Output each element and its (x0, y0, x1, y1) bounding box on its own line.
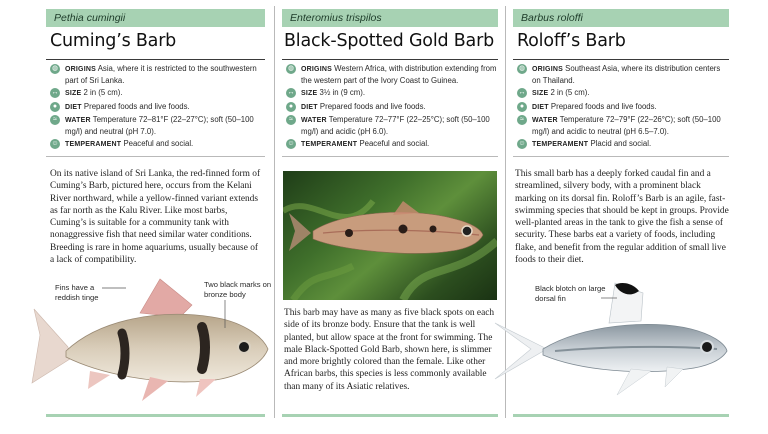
species-title: Cuming’s Barb (50, 31, 177, 51)
water-drop-icon: ≈ (50, 115, 60, 125)
callout-fins: Fins have a reddish tinge (55, 283, 99, 302)
fact-water: ≈ WATER Temperature 72–77°F (22–25°C); soft (50–100 mg/l) and acidic (pH 6.0). (286, 115, 498, 138)
species-title: Black-Spotted Gold Barb (284, 31, 494, 51)
fact-origins: ◍ ORIGINS Western Africa, with distribution extending from the western part of the Ivory Coast to Guinea. (287, 64, 497, 85)
section-rule (513, 156, 729, 157)
ruler-icon: ↔ (51, 89, 59, 97)
species-entry-roloffs-barb (513, 0, 729, 434)
water-drop-icon: ≈ (517, 115, 527, 125)
fact-list (50, 64, 262, 153)
ruler-icon: ↔ (287, 89, 295, 97)
fact-list (517, 64, 729, 153)
callout-leader-line (222, 300, 228, 328)
footer-band (513, 414, 729, 417)
description-text: On its native island of Sri Lanka, the red-finned form of Cuming’s Barb, pictured here, occurs from the Kelani River northward, while a yellow-finned variant extends as far north as the Kalu River. Like most barbs, Cuming’s is suitable for a community tank with nonaggressive fish that need similar water conditions. Breeding is rare in home aquariums, usually because of a lack of compatibility. (50, 169, 261, 266)
fact-origins: ◍ ORIGINS Asia, where it is restricted to the southwestern part of Sri Lanka. (51, 64, 257, 85)
fact-temperament: ☺ TEMPERAMENT Placid and social. (518, 139, 652, 149)
callout-leader-line (102, 286, 126, 290)
callout-leader-line (601, 296, 617, 300)
fact-diet: ● DIET Prepared foods and live foods. (50, 102, 262, 114)
species-title: Roloff’s Barb (517, 31, 626, 51)
species-entry-black-spotted-gold-barb (282, 0, 498, 434)
temperament-icon: ☺ (287, 140, 295, 148)
fact-size: ↔ SIZE 2 in (5 cm). (518, 88, 590, 98)
fact-size: ↔ SIZE 2 in (5 cm). (51, 88, 123, 98)
latin-name-band: Pethia cumingii (46, 9, 265, 27)
fact-water: ≈ WATER Temperature 72–79°F (22–26°C); soft (50–100 mg/l) and acidic to neutral (pH 6.5–7.0). (517, 115, 729, 138)
callout-black-marks: Two black marks on bronze body (204, 280, 272, 299)
fact-size: ↔ SIZE 3½ in (9 cm). (287, 88, 366, 98)
section-rule (282, 156, 498, 157)
ruler-icon: ↔ (518, 89, 526, 97)
fact-diet: ● DIET Prepared foods and live foods. (517, 102, 729, 114)
fact-origins: ◍ ORIGINS Southeast Asia, where its distribution centers on Thailand. (518, 64, 721, 85)
food-icon: ● (517, 102, 527, 112)
latin-name-band: Barbus roloffi (513, 9, 729, 27)
description-text: This barb may have as many as five black spots on each side of its bronze body. Ensure that the tank is well planted, but allow space at the front for swimming. The male Black-Spotted Gold Barb, shown here, is slimmer and more brightly colored than the female. Like other African barbs, this species is less commonly available than many of its Asiatic relatives. (284, 308, 495, 392)
callout-black-blotch: Black blotch on large dorsal fin (535, 284, 606, 303)
food-icon: ● (50, 102, 60, 112)
section-rule (46, 156, 265, 157)
globe-icon: ◍ (287, 65, 295, 72)
title-rule (282, 59, 498, 60)
title-rule (513, 59, 729, 60)
water-drop-icon: ≈ (286, 115, 296, 125)
fact-temperament: ☺ TEMPERAMENT Peaceful and social. (51, 139, 194, 149)
title-rule (46, 59, 265, 60)
fact-list (286, 64, 498, 153)
globe-icon: ◍ (518, 65, 526, 72)
description-text: This small barb has a deeply forked caudal fin and a streamlined, silvery body, with a prominent black marking on its dorsal fin. Roloff’s Barb is an agile, fast-swimming species that should be kept in groups. Provide well-planted areas in the tank to give the fish a sense of security. These barbs eat a variety of foods, including flake, and benefit from the regular addition of small live foods to their diet. (515, 169, 729, 266)
fish-photo-illustration (283, 171, 497, 300)
fact-water: ≈ WATER Temperature 72–81°F (22–27°C); soft (50–100 mg/l) and neutral (pH 7.0). (50, 115, 262, 138)
footer-band (46, 414, 265, 417)
footer-band (282, 414, 498, 417)
temperament-icon: ☺ (51, 140, 59, 148)
black-spotted-gold-barb-photo (283, 171, 497, 300)
temperament-icon: ☺ (518, 140, 526, 148)
column-divider (274, 6, 275, 418)
globe-icon: ◍ (51, 65, 59, 72)
species-entry-cumings-barb (46, 0, 272, 434)
fact-temperament: ☺ TEMPERAMENT Peaceful and social. (287, 139, 430, 149)
food-icon: ● (286, 102, 296, 112)
latin-name-band: Enteromius trispilos (282, 9, 498, 27)
fact-diet: ● DIET Prepared foods and live foods. (286, 102, 498, 114)
